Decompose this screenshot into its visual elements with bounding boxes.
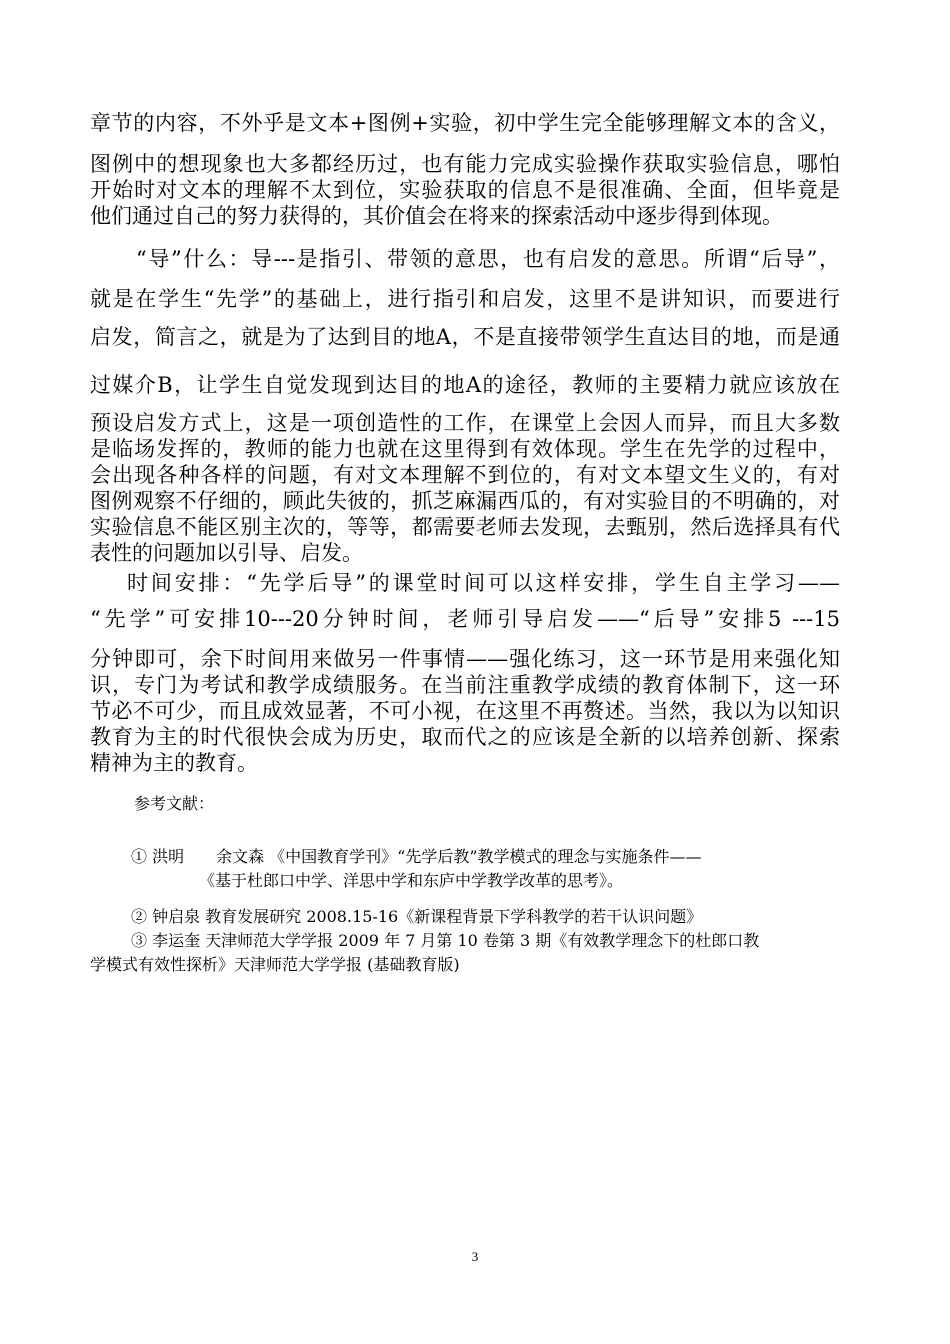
body-line: 会出现各种各样的问题，有对文本理解不到位的，有对文本望文生义的，有对 [90,463,840,487]
body-line: 图例观察不仔细的，顾此失彼的，抓芝麻漏西瓜的，有对实验目的不明确的，对 [90,489,840,513]
reference-2: ② 钟启泉 教育发展研究 2008.15-16《新课程背景下学科教学的若干认识问题》 [131,907,703,926]
references-title: 参考文献： [134,794,215,813]
body-line: “导”什么：导---是指引、带领的意思，也有启发的意思。所谓“后导”， [136,247,840,271]
body-line: 就是在学生“先学”的基础上，进行指引和启发，这里不是讲知识，而要进行 [90,287,840,311]
body-line: 是临场发挥的，教师的能力也就在这里得到有效体现。学生在先学的过程中， [90,437,840,461]
body-line: 教育为主的时代很快会成为历史，取而代之的应该是全新的以培养创新、探索 [90,725,840,749]
body-line: 章节的内容，不外乎是文本+图例+实验，初中学生完全能够理解文本的含义， [90,111,840,135]
reference-1-line-1: ① 洪明 余文森 《中国教育学刊》“先学后教”教学模式的理念与实施条件—— [131,847,702,866]
body-line: 实验信息不能区别主次的，等等，都需要老师去发现，去甄别，然后选择具有代 [90,515,840,539]
reference-1-line-2: 《基于杜郎口中学、洋思中学和东庐中学教学改革的思考》。 [199,871,624,890]
body-line: 图例中的想现象也大多都经历过，也有能力完成实验操作获取实验信息，哪怕 [90,152,840,176]
body-line: 启发，简言之，就是为了达到目的地A，不是直接带领学生直达目的地，而是通 [90,325,840,349]
reference-3-line-2: 学模式有效性探析》天津师范大学学报 (基础教育版) [90,955,460,974]
body-line: 节必不可少，而且成效显著，不可小视，在这里不再赘述。当然，我以为以知识 [90,699,840,723]
body-line: 开始时对文本的理解不太到位，实验获取的信息不是很准确、全面，但毕竟是 [90,178,840,202]
body-line: 预设启发方式上，这是一项创造性的工作，在课堂上会因人而异，而且大多数 [90,411,840,435]
body-line: 过媒介B，让学生自觉发现到达目的地A的途径，教师的主要精力就应该放在 [90,373,840,397]
body-line: 他们通过自己的努力获得的，其价值会在将来的探索活动中逐步得到体现。 [90,204,783,228]
body-line: “先学”可安排10---20分钟时间，老师引导启发——“后导”安排5 ---15 [90,607,840,631]
page-number: 3 [471,1249,479,1264]
body-line: 精神为主的教育。 [90,751,258,775]
body-line: 分钟即可，余下时间用来做另一件事情——强化练习，这一环节是用来强化知 [90,647,840,671]
reference-3-line-1: ③ 李运奎 天津师范大学学报 2009 年 7 月第 10 卷第 3 期《有效教学理念下的杜郎口教 [131,931,760,950]
body-line: 识，专门为考试和教学成绩服务。在当前注重教学成绩的教育体制下，这一环 [90,673,840,697]
body-line: 表性的问题加以引导、启发。 [90,541,363,565]
body-line: 时间安排：“先学后导”的课堂时间可以这样安排，学生自主学习—— [127,571,840,595]
